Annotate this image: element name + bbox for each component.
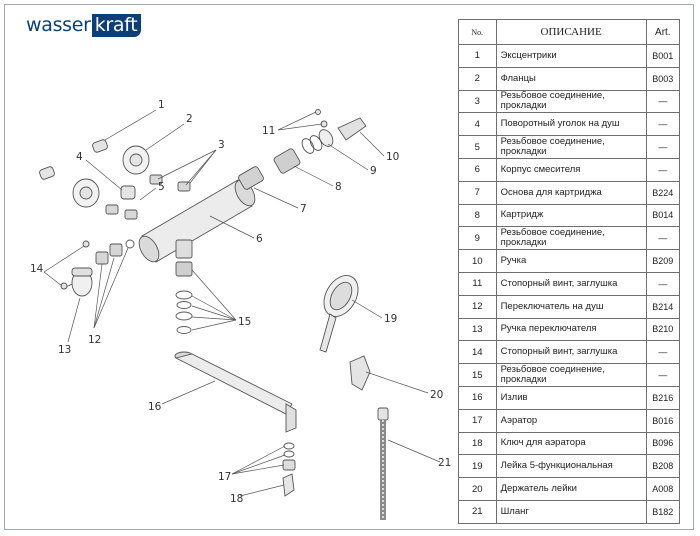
- row-desc: Излив: [496, 386, 646, 409]
- row-no: 19: [459, 455, 497, 478]
- row-desc: Переключатель на душ: [496, 295, 646, 318]
- row-no: 17: [459, 409, 497, 432]
- row-desc: Корпус смесителя: [496, 158, 646, 181]
- row-art: B096: [646, 432, 679, 455]
- callout-18: 18: [230, 493, 244, 505]
- table-row: [459, 113, 680, 136]
- row-desc: Резьбовое соединение, прокладки: [496, 364, 646, 387]
- part-rings-9: [300, 127, 336, 155]
- callout-13: 13: [58, 344, 72, 356]
- row-art: —: [646, 158, 679, 181]
- part-aerator-key: [283, 474, 294, 496]
- callout-3: 3: [218, 139, 225, 151]
- part-switch: [96, 240, 134, 264]
- row-art: A008: [646, 478, 679, 501]
- part-shower-head: [317, 269, 365, 352]
- callout-5: 5: [158, 181, 165, 193]
- row-no: 2: [459, 67, 497, 90]
- callout-2: 2: [186, 113, 193, 125]
- part-connectors-15: [176, 240, 192, 334]
- row-desc: Поворотный уголок на душ: [496, 113, 646, 136]
- callout-10: 10: [386, 151, 400, 163]
- row-no: 12: [459, 295, 497, 318]
- callout-11: 11: [262, 125, 276, 137]
- callout-9: 9: [370, 165, 377, 177]
- callout-7: 7: [300, 203, 307, 215]
- row-art: B209: [646, 250, 679, 273]
- table-row: [459, 136, 680, 159]
- callout-8: 8: [335, 181, 342, 193]
- row-no: 13: [459, 318, 497, 341]
- part-cartridge: [273, 148, 301, 175]
- callout-6: 6: [256, 233, 263, 245]
- row-desc: Лейка 5-функциональная: [496, 455, 646, 478]
- row-art: B224: [646, 181, 679, 204]
- row-desc: Фланцы: [496, 67, 646, 90]
- callout-20: 20: [430, 389, 444, 401]
- callout-14: 14: [30, 263, 44, 275]
- table-row: [459, 250, 680, 273]
- table-row: [459, 341, 680, 364]
- table-row: [459, 227, 680, 250]
- table-row: [459, 318, 680, 341]
- part-angle: [121, 186, 135, 199]
- part-hose: [378, 408, 388, 520]
- row-art: B001: [646, 45, 679, 68]
- row-no: 7: [459, 181, 497, 204]
- row-art: B216: [646, 386, 679, 409]
- row-no: 4: [459, 113, 497, 136]
- row-no: 21: [459, 500, 497, 523]
- row-art: B210: [646, 318, 679, 341]
- callout-15: 15: [238, 316, 252, 328]
- row-art: —: [646, 113, 679, 136]
- row-desc: Резьбовое соединение, прокладки: [496, 136, 646, 159]
- row-no: 14: [459, 341, 497, 364]
- row-desc: Аэратор: [496, 409, 646, 432]
- table-row: [459, 158, 680, 181]
- table-row: [459, 386, 680, 409]
- row-desc: Картридж: [496, 204, 646, 227]
- row-no: 1: [459, 45, 497, 68]
- row-desc: Резьбовое соединение, прокладки: [496, 90, 646, 113]
- table-row: [459, 272, 680, 295]
- row-desc: Шланг: [496, 500, 646, 523]
- row-no: 5: [459, 136, 497, 159]
- table-row: [459, 478, 680, 501]
- table-row: [459, 500, 680, 523]
- row-no: 8: [459, 204, 497, 227]
- row-no: 10: [459, 250, 497, 273]
- row-desc: Основа для картриджа: [496, 181, 646, 204]
- brand-logo-wasser: wasser: [26, 14, 91, 36]
- row-desc: Эксцентрики: [496, 45, 646, 68]
- table-row: [459, 409, 680, 432]
- brand-logo-kraft: kraft: [92, 14, 142, 37]
- row-art: B014: [646, 204, 679, 227]
- row-desc: Стопорный винт, заглушка: [496, 272, 646, 295]
- row-art: B214: [646, 295, 679, 318]
- table-row: [459, 181, 680, 204]
- table-row: [459, 455, 680, 478]
- row-art: —: [646, 364, 679, 387]
- row-desc: Резьбовое соединение, прокладки: [496, 227, 646, 250]
- table-row: [459, 364, 680, 387]
- callout-12: 12: [88, 334, 102, 346]
- row-no: 3: [459, 90, 497, 113]
- row-art: B208: [646, 455, 679, 478]
- row-no: 16: [459, 386, 497, 409]
- row-desc: Ключ для аэратора: [496, 432, 646, 455]
- row-art: —: [646, 90, 679, 113]
- part-holder: [350, 356, 370, 390]
- callout-4: 4: [76, 151, 83, 163]
- part-handle: [338, 118, 366, 140]
- row-art: B182: [646, 500, 679, 523]
- callout-16: 16: [148, 401, 162, 413]
- row-desc: Держатель лейки: [496, 478, 646, 501]
- callout-21: 21: [438, 457, 452, 469]
- part-eccentrics: [39, 139, 109, 180]
- table-row: [459, 67, 680, 90]
- table-row: [459, 432, 680, 455]
- header-art: Art.: [646, 20, 679, 45]
- callout-17: 17: [218, 471, 232, 483]
- part-aerator: [283, 443, 295, 470]
- parts-table: [458, 19, 680, 524]
- table-body: [459, 45, 680, 524]
- row-no: 15: [459, 364, 497, 387]
- row-desc: Ручка переключателя: [496, 318, 646, 341]
- row-no: 20: [459, 478, 497, 501]
- part-flanges: [73, 146, 149, 207]
- row-art: B003: [646, 67, 679, 90]
- part-switch-knob: [66, 268, 92, 296]
- row-art: —: [646, 341, 679, 364]
- table-header-row: [459, 20, 680, 45]
- row-no: 11: [459, 272, 497, 295]
- row-art: B016: [646, 409, 679, 432]
- part-connectors-3: [106, 175, 190, 219]
- table-row: [459, 204, 680, 227]
- row-art: —: [646, 272, 679, 295]
- callout-19: 19: [384, 313, 398, 325]
- table-row: [459, 45, 680, 68]
- callout-1: 1: [158, 99, 165, 111]
- row-no: 9: [459, 227, 497, 250]
- row-no: 6: [459, 158, 497, 181]
- row-desc: Ручка: [496, 250, 646, 273]
- part-spout: [175, 352, 296, 432]
- row-art: —: [646, 227, 679, 250]
- header-no: No.: [459, 20, 497, 45]
- table-row: [459, 90, 680, 113]
- table-row: [459, 295, 680, 318]
- header-desc: ОПИСАНИЕ: [496, 20, 646, 45]
- row-art: —: [646, 136, 679, 159]
- row-desc: Стопорный винт, заглушка: [496, 341, 646, 364]
- row-no: 18: [459, 432, 497, 455]
